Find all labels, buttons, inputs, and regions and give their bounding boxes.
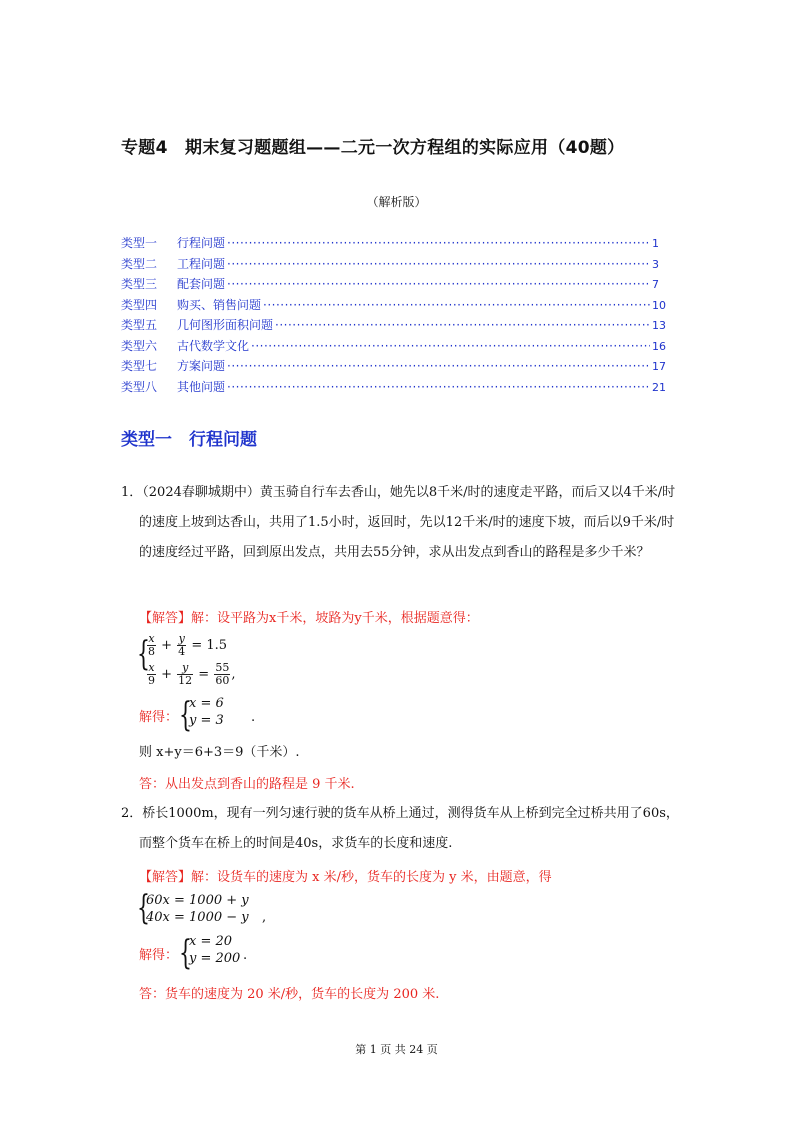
- toc-leader-dots: [275, 318, 650, 332]
- toc-item[interactable]: [121, 378, 666, 399]
- toc-item-name: 配套问题: [177, 277, 226, 291]
- toc-item-name: 工程问题: [177, 256, 226, 271]
- q2-equation-1: 60x = 1000 + y: [146, 893, 249, 908]
- toc-leader-dots: [263, 298, 650, 312]
- toc-item-page: 16: [652, 339, 666, 353]
- q2-solution: 解得： { x = 20 y = 200 .: [139, 933, 248, 973]
- toc-item-page: 7: [652, 278, 659, 291]
- page-title: 专题4 期末复习题题组——二元一次方程组的实际应用（40题）: [121, 138, 625, 158]
- q1-equation-1: $\frac{x}{8}$ + $\frac{y}{4}$ = 1.5: [148, 632, 228, 658]
- toc-item-type: 类型七: [121, 359, 158, 373]
- toc-item-page: 17: [652, 360, 666, 373]
- toc-item[interactable]: [121, 337, 666, 358]
- toc-item[interactable]: [121, 357, 666, 378]
- toc-item-type: 类型六: [121, 338, 158, 353]
- toc-item-name: 其他问题: [177, 379, 226, 394]
- toc-leader-dots: [227, 277, 650, 291]
- question-1-text: [121, 478, 681, 568]
- toc-item[interactable]: [121, 255, 666, 276]
- toc-item-type: 类型五: [121, 318, 158, 332]
- toc-item-type: 类型八: [121, 379, 158, 394]
- toc-item-name: 几何图形面积问题: [177, 318, 274, 332]
- toc-item-name: 行程问题: [177, 236, 226, 250]
- page-footer: 第 1 页 共 24 页: [355, 1043, 438, 1056]
- toc-item-type: 类型一: [121, 236, 158, 250]
- toc-leader-dots: [227, 359, 650, 373]
- q1-sum-line: 则 x+y＝6+3＝9（千米）.: [139, 745, 300, 760]
- section-heading: 类型一 行程问题: [121, 430, 257, 450]
- question-2-text: [121, 799, 681, 859]
- q2-equation-system: { 60x = 1000 + y 40x = 1000 − y ,: [137, 888, 267, 928]
- toc-item-type: 类型三: [121, 277, 158, 291]
- q1-solution: 解得： { x = 6 y = 3 .: [139, 695, 256, 735]
- q2-answer-intro: 【解答】解：设货车的速度为 x 米/秒，货车的长度为 y 米，由题意，得: [139, 870, 552, 885]
- toc-item-name: 购买、销售问题: [177, 297, 262, 312]
- q1-final-answer: 答：从出发点到香山的路程是 9 千米.: [139, 777, 355, 792]
- toc-item-page: 13: [652, 319, 666, 332]
- toc-leader-dots: [227, 380, 650, 394]
- q1-equation-system: { $\frac{x}{8}$ + $\frac{y}{4}$ = 1.5 $\frac{x}{9}$ + $\frac{y}{12}$ = $\frac{55}{60}$ ,: [137, 632, 236, 687]
- q2-final-answer: 答：货车的速度为 20 米/秒，货车的长度为 200 米.: [139, 987, 440, 1002]
- question-body: 1．（2024春聊城期中）黄玉骑自行车去香山，她先以8千米/时的速度走平路，而后又以4千米/时的速度上坡到达香山，共用了1.5小时，返回时，先以12千米/时的速度下坡，而后以9千米/时的速度经过平路，回到原出发点，共用去55分钟，求从出发点到香山的路程是多少千米？: [121, 485, 676, 560]
- toc-item[interactable]: [121, 316, 666, 337]
- question-body: 2．桥长1000m，现有一列匀速行驶的货车从桥上通过，测得货车从上桥到完全过桥共用了60s，而整个货车在桥上的时间是40s，求货车的长度和速度.: [121, 806, 679, 851]
- toc-leader-dots: [227, 257, 650, 271]
- toc-item[interactable]: [121, 275, 666, 296]
- toc-leader-dots: [227, 236, 650, 250]
- toc-item-name: 古代数学文化: [177, 338, 250, 353]
- toc-item[interactable]: [121, 234, 666, 255]
- toc-item-type: 类型四: [121, 297, 158, 312]
- toc-item-name: 方案问题: [177, 359, 226, 373]
- toc-item-page: 3: [652, 257, 659, 271]
- toc-item-type: 类型二: [121, 256, 158, 271]
- toc-item-page: 21: [652, 380, 666, 394]
- subtitle: （解析版）: [366, 195, 427, 209]
- q2-equation-2: 40x = 1000 − y: [146, 910, 249, 925]
- table-of-contents: [121, 234, 666, 398]
- toc-item-page: 1: [652, 237, 659, 250]
- q1-answer-intro: 【解答】解：设平路为x千米，坡路为y千米，根据题意得：: [139, 611, 479, 626]
- q1-equation-2: $\frac{x}{9}$ + $\frac{y}{12}$ = $\frac{55}{60}$ ,: [148, 661, 236, 687]
- toc-leader-dots: [251, 339, 650, 353]
- toc-item-page: 10: [652, 298, 666, 312]
- toc-item[interactable]: [121, 296, 666, 317]
